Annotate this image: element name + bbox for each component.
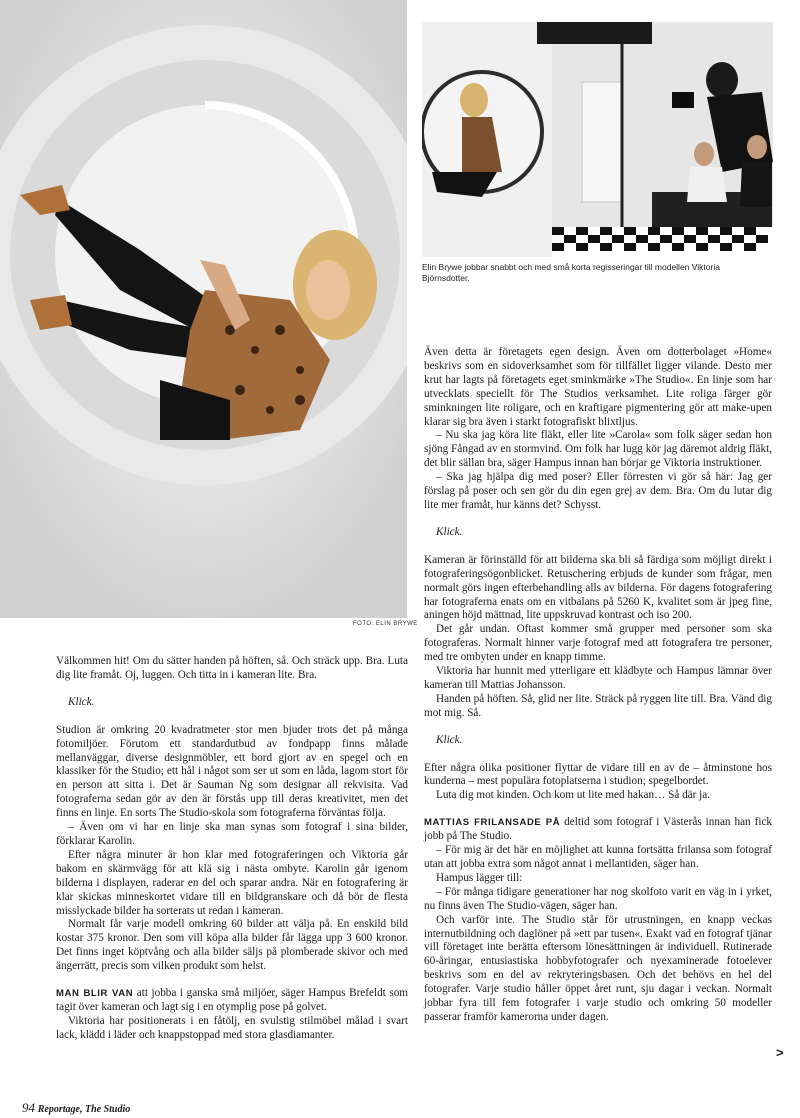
paragraph: Välkommen hit! Om du sätter handen på höften, så. Och sträck upp. Bra. Luta dig lite framåt. Oj, luggen. Och titta in i kameran lite. Bra.	[56, 655, 408, 681]
paragraph: – För mig är det här en möjlighet att kunna fortsätta frilansa som fotograf utan att jobba extra som något annat i mellantiden, säger han.	[424, 844, 772, 870]
section-lead: MATTIAS FRILANSADE PÅ	[424, 817, 561, 829]
paragraph-with-lead	[424, 816, 772, 844]
article-column-left	[56, 655, 408, 1043]
paragraph-text: deltid som fotograf i Västerås innan han fick jobb på The Studio.	[424, 816, 773, 843]
paragraph: Även detta är företagets egen design. Även om dotterbolaget »Home« beskrivs som en sidoverksamhet som för tillfället ligger vilande. Desto mer krut har lagts på företagets eget sminkmärke »The Studio«. En linje som har utvecklats speciellt för The Studios verksamhet. Lite roliga färger gör sminkningen lite roligare, och en kraftigare pigmentering gör att make-upen klarar sig bra även i starkt fotografiskt blixtljus.	[424, 346, 772, 428]
paragraph: Luta dig mot kinden. Och kom ut lite med hakan… Så där ja.	[436, 789, 711, 802]
paragraph: Viktoria har positionerats i en fåtölj, en svulstig stilmöbel målad i svart lack, klädd i läder och knappstoppad med stora glasdiamanter.	[56, 1014, 408, 1041]
main-photo	[0, 0, 407, 618]
paragraph: Viktoria har hunnit med ytterligare ett klädbyte och Hampus lämnar över kameran till Mattias Johansson.	[424, 665, 772, 691]
klick-line: Klick.	[436, 525, 463, 538]
paragraph: – Nu ska jag köra lite fläkt, eller lite »Carola« som folk säger sedan hon sjöng Fångad av en stormvind. Om folk har lugg kör jag däremot aldrig fläkt, det blir sällan bra, säger Hampus innan han börjar ge Viktoria instruktioner.	[424, 429, 772, 470]
page-number: 94	[22, 1100, 35, 1115]
paragraph: – Även om vi har en linje ska man synas som fotograf i sina bilder, förklarar Karolin.	[56, 821, 408, 847]
paragraph: Efter några minuter är hon klar med fotograferingen och Viktoria går bakom en skärmvägg för att klä sig i nästa ombyte. Karolin går igenom bilderna i displayen, raderar en del och sparar andra. När en fotografering är klar skickas minneskortet vidare till en bildgranskare och då bör de flesta misslyckade bilder ha sorterats ut redan i kameran.	[56, 848, 408, 917]
paragraph: Efter några olika positioner flyttar de vidare till en av de – åtminstone hos kunderna – mest populära fotoplatserna i studion; spegelbordet.	[424, 761, 772, 788]
continue-arrow-icon: >	[776, 1045, 784, 1060]
paragraph: – För många tidigare generationer har nog skolfoto varit en väg in i yrket, nu finns även The Studio-vägen, säger han.	[424, 885, 772, 912]
paragraph: Och varför inte. The Studio står för utrustningen, en knapp veckas internutbildning och daglöner på »ett par tusen«. Exakt vad en fotograf tjänar vill företaget inte berätta eftersom lönesättningen är individuell. Rutinerade 60-åringar, entusiastiska hobbyfotografer och nyexaminerade fotoelever beskrivs som en del av rekryteringsbasen. Och det behövs en hel del fotografer. Varje studio håller öppet året runt, sju dagar i veckan. Normalt jobbar fyra till fem fotografer i varje studio och omkring 50 modeller passerar framför kamerorna under dagen.	[424, 913, 772, 1023]
section-lead: MAN BLIR VAN	[56, 988, 134, 1000]
paragraph-text: att jobba i ganska små miljöer, säger Hampus Brefeldt som tagit över kameran och lagt sig i en otymplig pose på golvet.	[56, 987, 408, 1013]
section-name: Reportage, The Studio	[37, 1104, 131, 1115]
paragraph: Kameran är förinställd för att bilderna ska bli så färdiga som möjligt direkt i fotograferingsögonblicket. Retuschering erbjuds de kunder som frågar, men normalt görs ingen efterbehandling alls av bilderna. För dagens fotografering har fotograferna enats om en vitbalans på 5260 K, kvalitet som är jpeg fine, aningen höjd mättnad, lite uppskruvad kontrast och iso 200.	[424, 553, 772, 622]
side-photo-caption: Elin Brywe jobbar snabbt och med små korta regisseringar till modellen Viktoria Björnsdotter.	[422, 262, 720, 283]
klick-line: Klick.	[68, 695, 95, 708]
paragraph: Det går undan. Oftast kommer små grupper med personer som ska fotograferas. Normalt hinner varje fotograf med att fotografera tre personer, med tre ombyten under en knapp timme.	[424, 623, 772, 664]
photo-credit: FOTO: ELIN BRYWE	[353, 621, 418, 627]
side-photo	[422, 22, 773, 257]
paragraph: Studion är omkring 20 kvadratmeter stor men bjuder trots det på många fotomiljöer. Förutom ett standardutbud av fondpapp finns målade mellanväggar, diverse designmöbler, ett bord gjort av en spegel och en klassiker för the Studio; ett hål i något som ser ut som en låda, lagom stort för en person att sitta i. Det är Sauman Ng som designar all rekvisita. Vad fotograferna sedan gör av den är förstås upp till deras kreativitet, men det finns en linje. En sorts The Studio-skola som fotograferna förväntas följa.	[56, 723, 408, 820]
paragraph: Normalt får varje modell omkring 60 bilder att välja på. En enskild bild kostar 375 kronor. Den som vill köpa alla bilder får lägga upp 3 600 kronor. Det finns inget köptvång och alla bilder säljs på plomberade skivor och med ängerrätt, precis som vilken produkt som helst.	[56, 918, 408, 973]
klick-line: Klick.	[436, 733, 463, 746]
side-photo-illustration	[422, 22, 773, 257]
page-footer	[22, 1100, 130, 1116]
paragraph: Handen på höften. Så, glid ner lite. Sträck på ryggen lite till. Bra. Vänd dig mot mig. Så.	[424, 692, 772, 719]
paragraph: Hampus lägger till:	[436, 871, 523, 884]
paragraph: – Ska jag hjälpa dig med poser? Eller förresten vi gör så här: Jag ger förslag på poser och sen gör du din egen grej av dem. Bra. Om du lutar dig lite mer framåt, hur känns det? Schysst.	[424, 471, 772, 511]
article-column-right	[424, 346, 772, 1025]
paragraph-with-lead	[56, 987, 408, 1015]
main-photo-illustration	[0, 0, 407, 618]
